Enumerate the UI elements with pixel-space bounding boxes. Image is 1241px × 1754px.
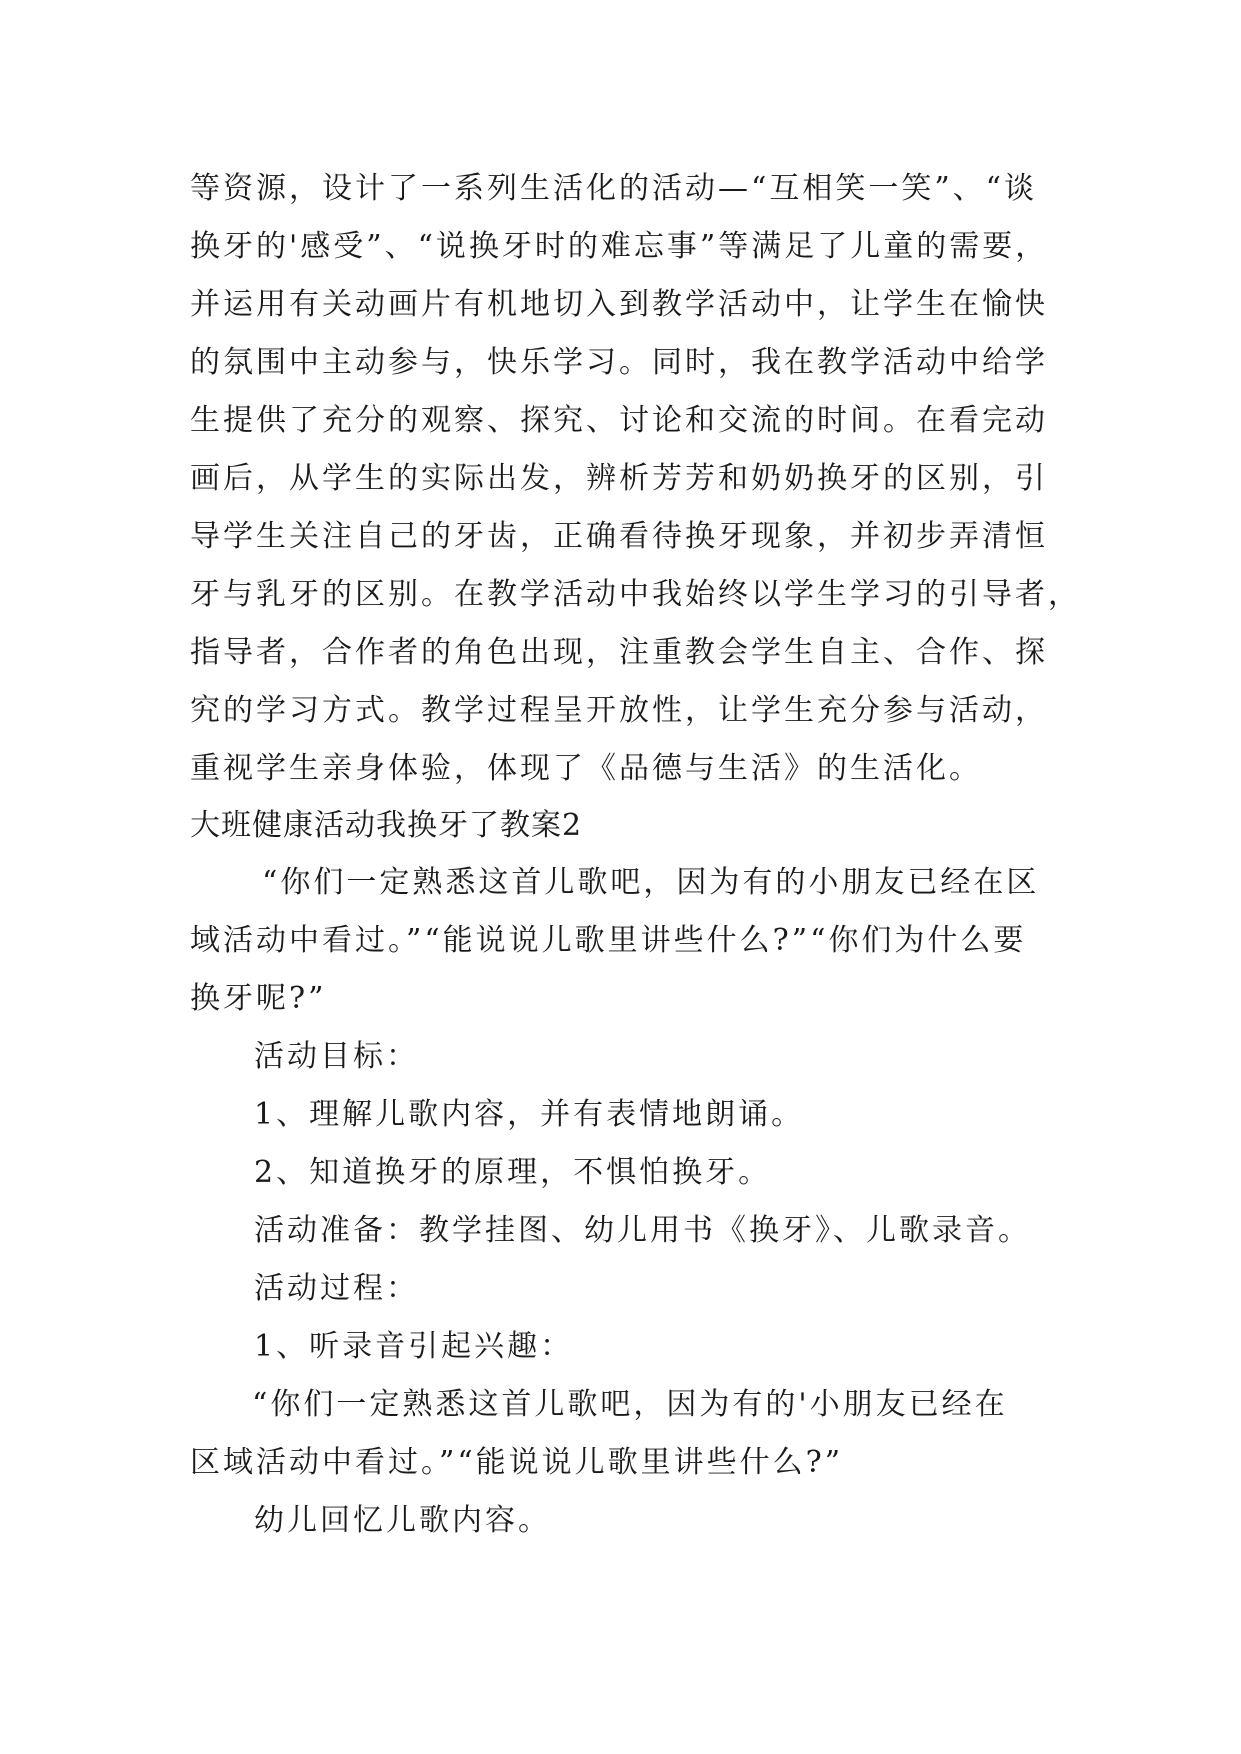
- goals-label: 活动目标：: [254, 1039, 419, 1074]
- document-body: [190, 160, 1081, 1550]
- text-line: 等资源，设计了一系列生活化的活动—“互相笑一笑”、“谈: [190, 171, 1038, 206]
- text-line: 重视学生亲身体验，体现了《品德与生活》的生活化。: [190, 751, 982, 786]
- text-line: “你们一定熟悉这首儿歌吧，因为有的小朋友已经在区: [262, 865, 1040, 900]
- text-line: 导学生关注自己的牙齿，正确看待换牙现象，并初步弄清恒: [190, 519, 1048, 554]
- goal-item: 1、理解儿歌内容，并有表情地朗诵。: [254, 1097, 805, 1132]
- goal-item: 2、知道换牙的原理，不惧怕换牙。: [254, 1155, 772, 1190]
- text-line: 画后，从学生的实际出发，辨析芳芳和奶奶换牙的区别，引: [190, 461, 1048, 496]
- preparation-line: 活动准备：教学挂图、幼儿用书《换牙》、儿歌录音。: [254, 1213, 1031, 1248]
- text-line: 换牙呢?”: [190, 981, 327, 1016]
- section-heading: 大班健康活动我换牙了教案2: [190, 808, 583, 843]
- reflection-paragraph: [190, 160, 1081, 798]
- recall-line: 幼儿回忆儿歌内容。: [254, 1503, 551, 1538]
- text-line: 指导者，合作者的角色出现，注重教会学生自主、合作、探: [190, 635, 1048, 670]
- step-item: 1、听录音引起兴趣：: [254, 1329, 574, 1364]
- text-line: 的氛围中主动参与，快乐学习。同时，我在教学活动中给学: [190, 345, 1048, 380]
- step-quote-paragraph: [190, 1376, 1070, 1492]
- text-line: 牙与乳牙的区别。在教学活动中我始终以学生学习的引导者，: [190, 577, 1081, 612]
- text-line: 并运用有关动画片有机地切入到教学活动中，让学生在愉快: [190, 287, 1048, 322]
- text-line: “你们一定熟悉这首儿歌吧，因为有的'小朋友已经在: [252, 1387, 1008, 1422]
- process-label: 活动过程：: [254, 1271, 419, 1306]
- text-line: 换牙的'感受”、“说换牙时的难忘事”等满足了儿童的需要，: [190, 229, 1049, 264]
- text-line: 区域活动中看过。”“能说说儿歌里讲些什么?”: [190, 1445, 844, 1480]
- text-line: 生提供了充分的观察、探究、讨论和交流的时间。在看完动: [190, 403, 1048, 438]
- text-line: 域活动中看过。”“能说说儿歌里讲些什么?”“你们为什么要: [190, 923, 1027, 958]
- intro-quote-paragraph: [190, 854, 1070, 1028]
- text-line: 究的学习方式。教学过程呈开放性，让学生充分参与活动，: [190, 693, 1048, 728]
